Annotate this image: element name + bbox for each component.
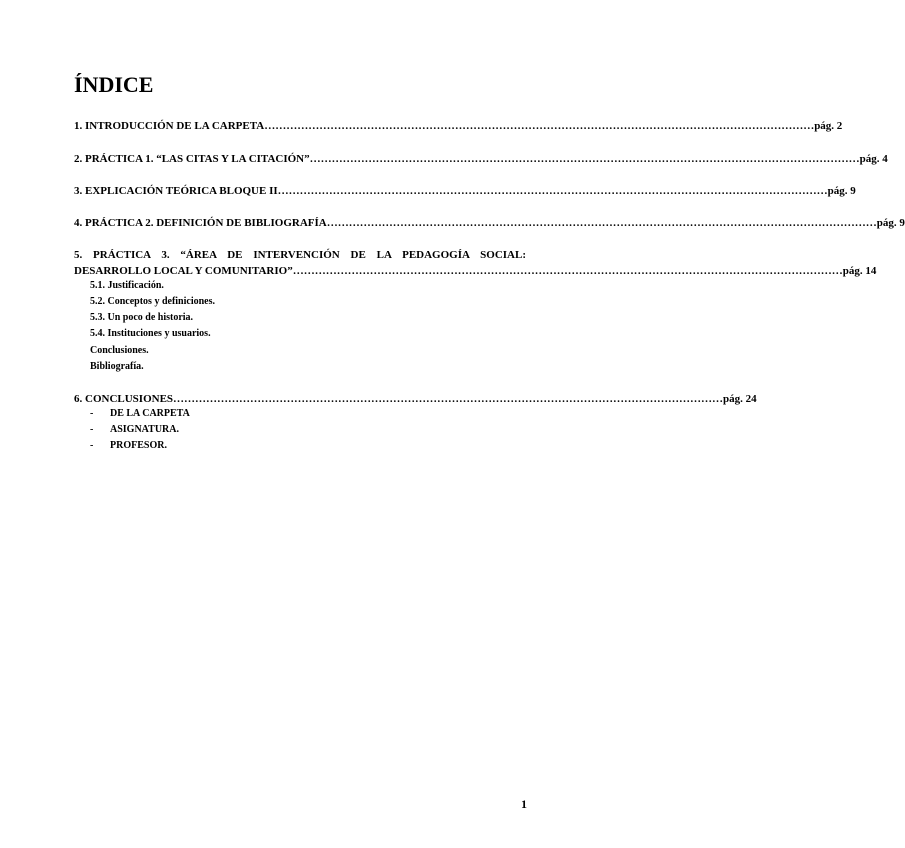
- toc-entry-page: pág. 9: [827, 185, 856, 197]
- subsection-item: 5.2. Conceptos y definiciones.: [90, 296, 215, 307]
- dash-marker: -: [90, 424, 94, 435]
- toc-entry-6: [74, 392, 757, 407]
- page-number: 1: [521, 797, 527, 811]
- toc-entry-page: pág. 2: [814, 120, 843, 132]
- toc-leader: ……………………………………………………………………………………………………………………………………: [277, 185, 828, 197]
- toc-entry-page: pág. 4: [859, 153, 888, 165]
- dash-marker: -: [90, 408, 94, 419]
- subsection-item: 5.3. Un poco de historia.: [90, 312, 194, 323]
- toc-entry-page: pág. 14: [842, 265, 877, 277]
- toc-leader: ……………………………………………………………………………………………………………………………………: [326, 217, 877, 229]
- toc-entry-label: 6. CONCLUSIONES: [74, 393, 174, 405]
- toc-entry-label: 4. PRÁCTICA 2. DEFINICIÓN DE BIBLIOGRAFÍA: [74, 217, 327, 229]
- conclusion-item: [90, 407, 190, 421]
- dash-marker: -: [90, 440, 94, 451]
- subsection-item: 5.1. Justificación.: [90, 280, 164, 291]
- toc-entry-5-line1: 5. PRÁCTICA 3. “ÁREA DE INTERVENCIÓN DE LA PEDAGOGÍA SOCIAL:: [74, 249, 526, 261]
- toc-entry-label: 2. PRÁCTICA 1. “LAS CITAS Y LA CITACIÓN”: [74, 153, 310, 165]
- toc-entry-3: [74, 184, 856, 199]
- toc-leader: ……………………………………………………………………………………………………………………………………: [264, 120, 815, 132]
- subsection-item: Bibliografía.: [90, 361, 144, 372]
- toc-entry-4: [74, 216, 905, 231]
- conclusion-item: [90, 423, 179, 437]
- toc-leader: ……………………………………………………………………………………………………………………………………: [292, 265, 843, 277]
- conclusion-item: [90, 439, 167, 453]
- toc-leader: ……………………………………………………………………………………………………………………………………: [309, 153, 860, 165]
- subsection-item: 5.4. Instituciones y usuarios.: [90, 328, 211, 339]
- toc-entry-1: [74, 119, 843, 134]
- toc-entry-page: pág. 9: [876, 217, 905, 229]
- toc-entry-label: DESARROLLO LOCAL Y COMUNITARIO”: [74, 265, 293, 277]
- toc-entry-label: 1. INTRODUCCIÓN DE LA CARPETA: [74, 120, 265, 132]
- toc-entry-2: [74, 152, 888, 167]
- conclusion-item-label: DE LA CARPETA: [110, 408, 190, 419]
- conclusion-item-label: ASIGNATURA.: [110, 424, 179, 435]
- subsection-item: Conclusiones.: [90, 345, 149, 356]
- page-title: ÍNDICE: [74, 72, 154, 97]
- toc-leader: ……………………………………………………………………………………………………………………………………: [173, 393, 724, 405]
- toc-entry-label: 3. EXPLICACIÓN TEÓRICA BLOQUE II: [74, 185, 278, 197]
- conclusion-item-label: PROFESOR.: [110, 440, 167, 451]
- toc-entry-5-line2: [74, 264, 877, 279]
- toc-entry-page: pág. 24: [723, 393, 757, 405]
